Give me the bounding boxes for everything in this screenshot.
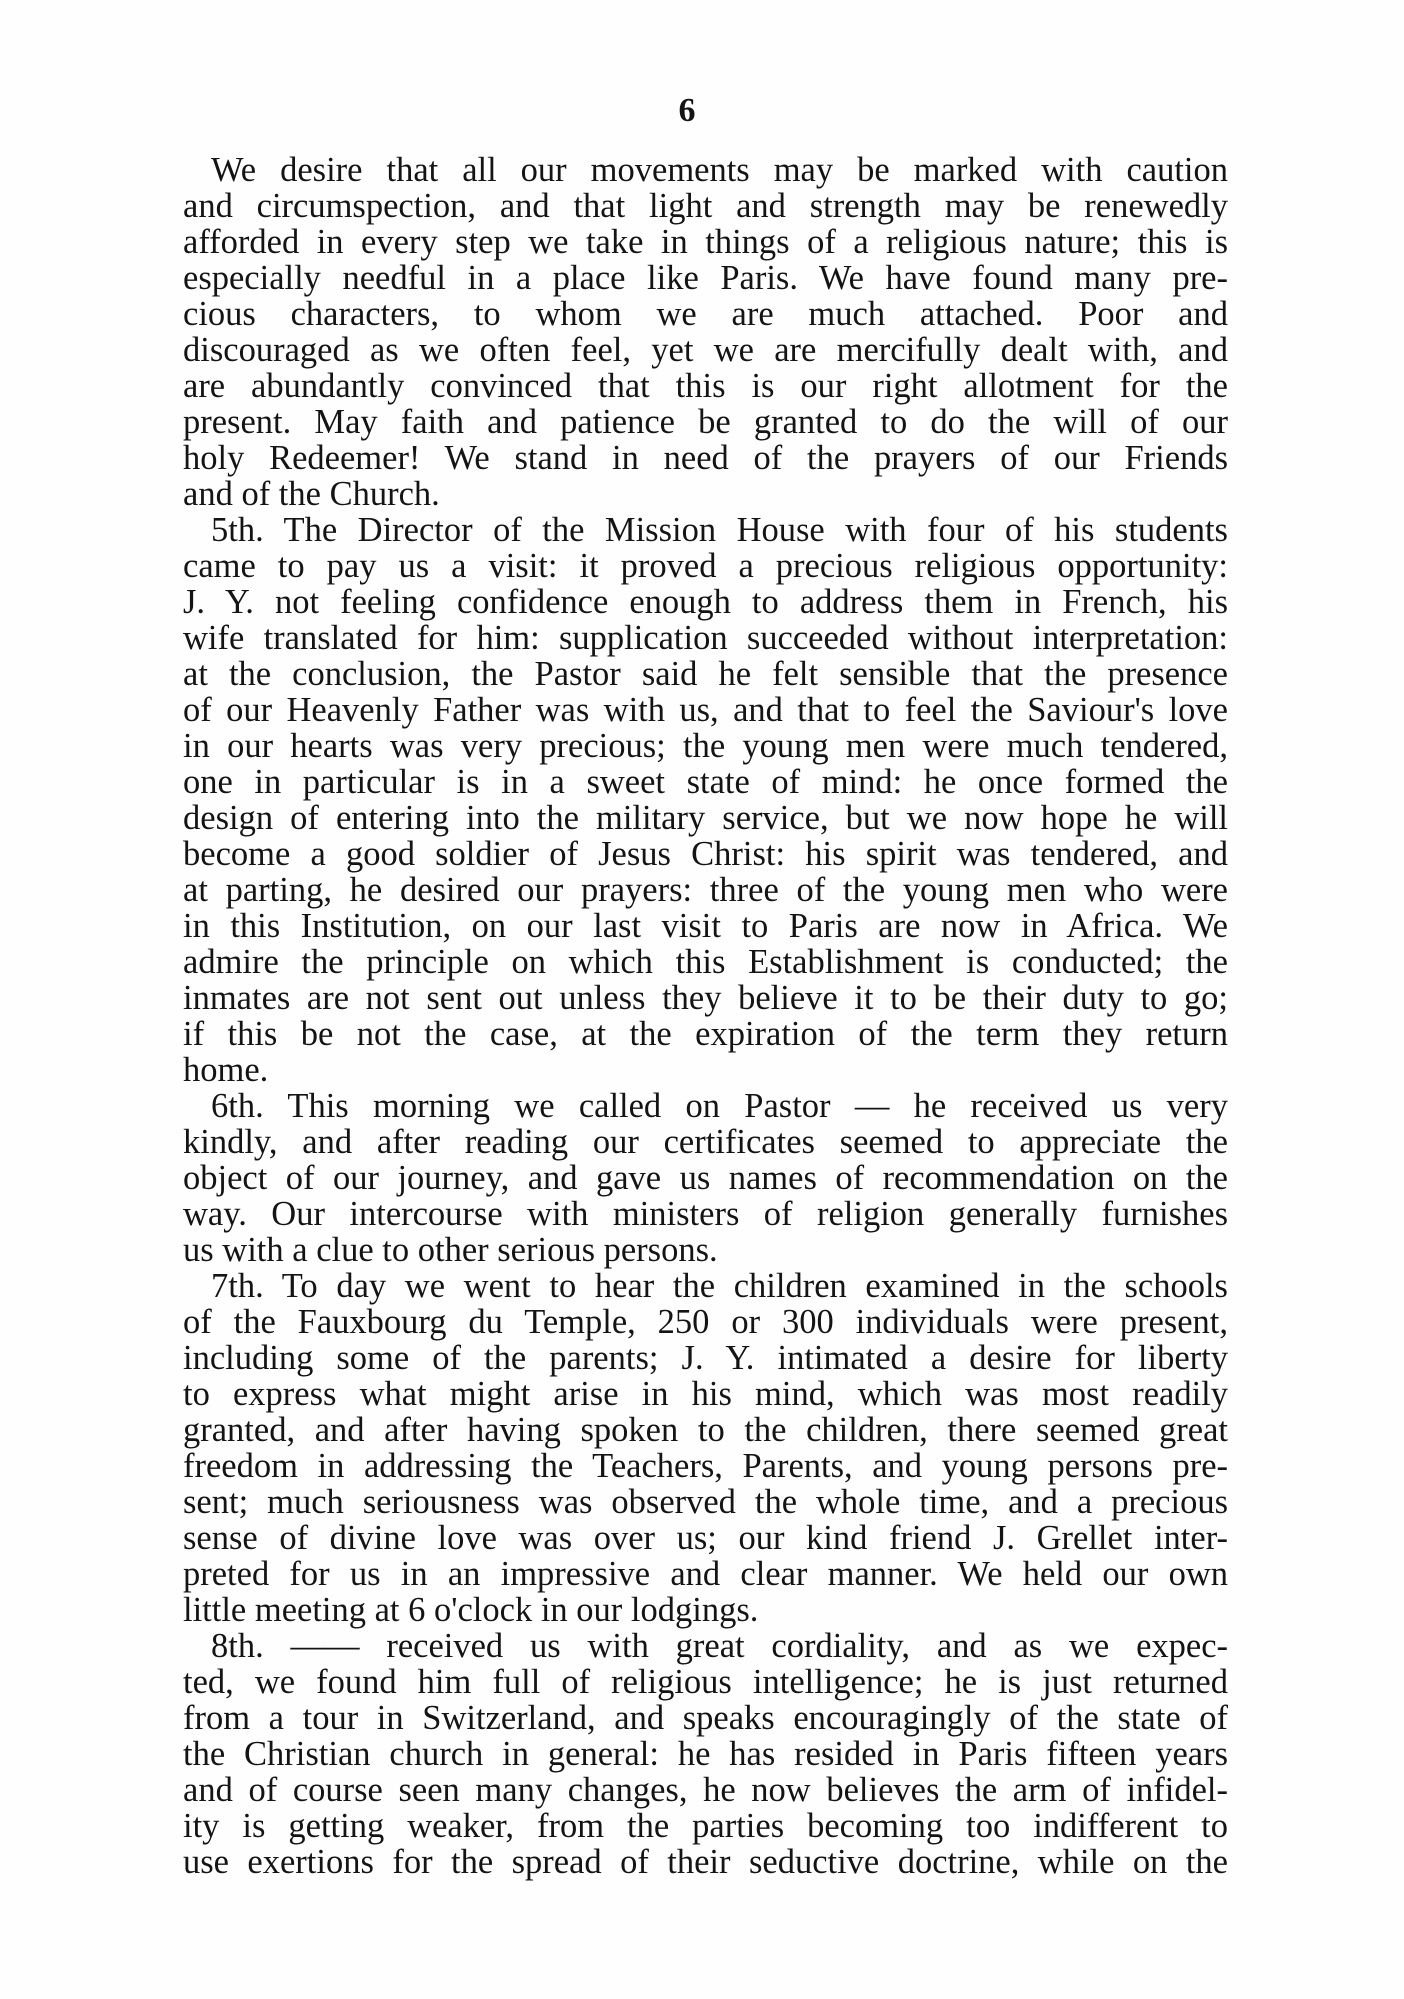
text-line: afforded in every step we take in things of a religious nature; this is (183, 223, 1228, 261)
text-line: and circumspection, and that light and strength may be renewedly (183, 187, 1228, 225)
text-line: We desire that all our movements may be marked with caution (211, 151, 1228, 189)
text-line: ity is getting weaker, from the parties becoming too indifferent to (183, 1807, 1228, 1845)
text-line: of the Fauxbourg du Temple, 250 or 300 individuals were present, (183, 1303, 1228, 1341)
text-line: admire the principle on which this Establishment is conducted; the (183, 943, 1228, 981)
text-line: way. Our intercourse with ministers of religion generally furnishes (183, 1195, 1228, 1233)
text-line: came to pay us a visit: it proved a precious religious opportunity: (183, 547, 1228, 585)
text-line: sent; much seriousness was observed the whole time, and a precious (183, 1483, 1228, 1521)
text-line: us with a clue to other serious persons. (183, 1231, 718, 1269)
body-text (183, 152, 1228, 1880)
text-line: 6th. This morning we called on Pastor — he received us very (211, 1087, 1228, 1125)
paragraph-intro (183, 152, 1228, 512)
text-line: J. Y. not feeling confidence enough to address them in French, his (183, 583, 1228, 621)
text-line: ted, we found him full of religious intelligence; he is just returned (183, 1663, 1228, 1701)
text-line: discouraged as we often feel, yet we are mercifully dealt with, and (183, 331, 1228, 369)
text-line: and of course seen many changes, he now believes the arm of infidel- (183, 1771, 1228, 1809)
text-line: sense of divine love was over us; our kind friend J. Grellet inter- (183, 1519, 1228, 1557)
text-line: at parting, he desired our prayers: three of the young men who were (183, 871, 1228, 909)
text-line: one in particular is in a sweet state of mind: he once formed the (183, 763, 1228, 801)
text-line: especially needful in a place like Paris. We have found many pre- (183, 259, 1228, 297)
text-line: kindly, and after reading our certificates seemed to appreciate the (183, 1123, 1228, 1161)
paragraph-7th (183, 1268, 1228, 1628)
text-line: in our hearts was very precious; the young men were much tendered, (183, 727, 1228, 765)
text-line: and of the Church. (183, 475, 440, 513)
paragraph-6th (183, 1088, 1228, 1268)
text-line: design of entering into the military service, but we now hope he will (183, 799, 1228, 837)
text-line: become a good soldier of Jesus Christ: his spirit was tendered, and (183, 835, 1228, 873)
paragraph-5th (183, 512, 1228, 1088)
text-line: of our Heavenly Father was with us, and that to feel the Saviour's love (183, 691, 1228, 729)
text-line: if this be not the case, at the expiration of the term they return (183, 1015, 1228, 1053)
text-line: at the conclusion, the Pastor said he felt sensible that the presence (183, 655, 1228, 693)
text-line: preted for us in an impressive and clear manner. We held our own (183, 1555, 1228, 1593)
text-line: cious characters, to whom we are much attached. Poor and (183, 295, 1228, 333)
text-line: holy Redeemer! We stand in need of the prayers of our Friends (183, 439, 1228, 477)
text-line: to express what might arise in his mind, which was most readily (183, 1375, 1228, 1413)
text-line: 5th. The Director of the Mission House with four of his students (211, 511, 1228, 549)
text-line: granted, and after having spoken to the children, there seemed great (183, 1411, 1228, 1449)
text-line: little meeting at 6 o'clock in our lodgings. (183, 1591, 759, 1629)
text-line: are abundantly convinced that this is our right allotment for the (183, 367, 1228, 405)
text-line: 7th. To day we went to hear the children examined in the schools (211, 1267, 1228, 1305)
text-line: the Christian church in general: he has resided in Paris fifteen years (183, 1735, 1228, 1773)
text-line: inmates are not sent out unless they believe it to be their duty to go; (183, 979, 1228, 1017)
text-line: wife translated for him: supplication succeeded without interpretation: (183, 619, 1228, 657)
page-number: 6 (678, 92, 696, 129)
text-line: 8th. —— received us with great cordiality, and as we expec- (211, 1627, 1228, 1665)
text-line: home. (183, 1051, 269, 1089)
text-line: from a tour in Switzerland, and speaks encouragingly of the state of (183, 1699, 1228, 1737)
text-line: use exertions for the spread of their seductive doctrine, while on the (183, 1843, 1228, 1881)
text-line: present. May faith and patience be granted to do the will of our (183, 403, 1228, 441)
text-line: including some of the parents; J. Y. intimated a desire for liberty (183, 1339, 1228, 1377)
text-line: object of our journey, and gave us names of recommendation on the (183, 1159, 1228, 1197)
text-line: freedom in addressing the Teachers, Parents, and young persons pre- (183, 1447, 1228, 1485)
text-line: in this Institution, on our last visit to Paris are now in Africa. We (183, 907, 1228, 945)
paragraph-8th (183, 1628, 1228, 1880)
